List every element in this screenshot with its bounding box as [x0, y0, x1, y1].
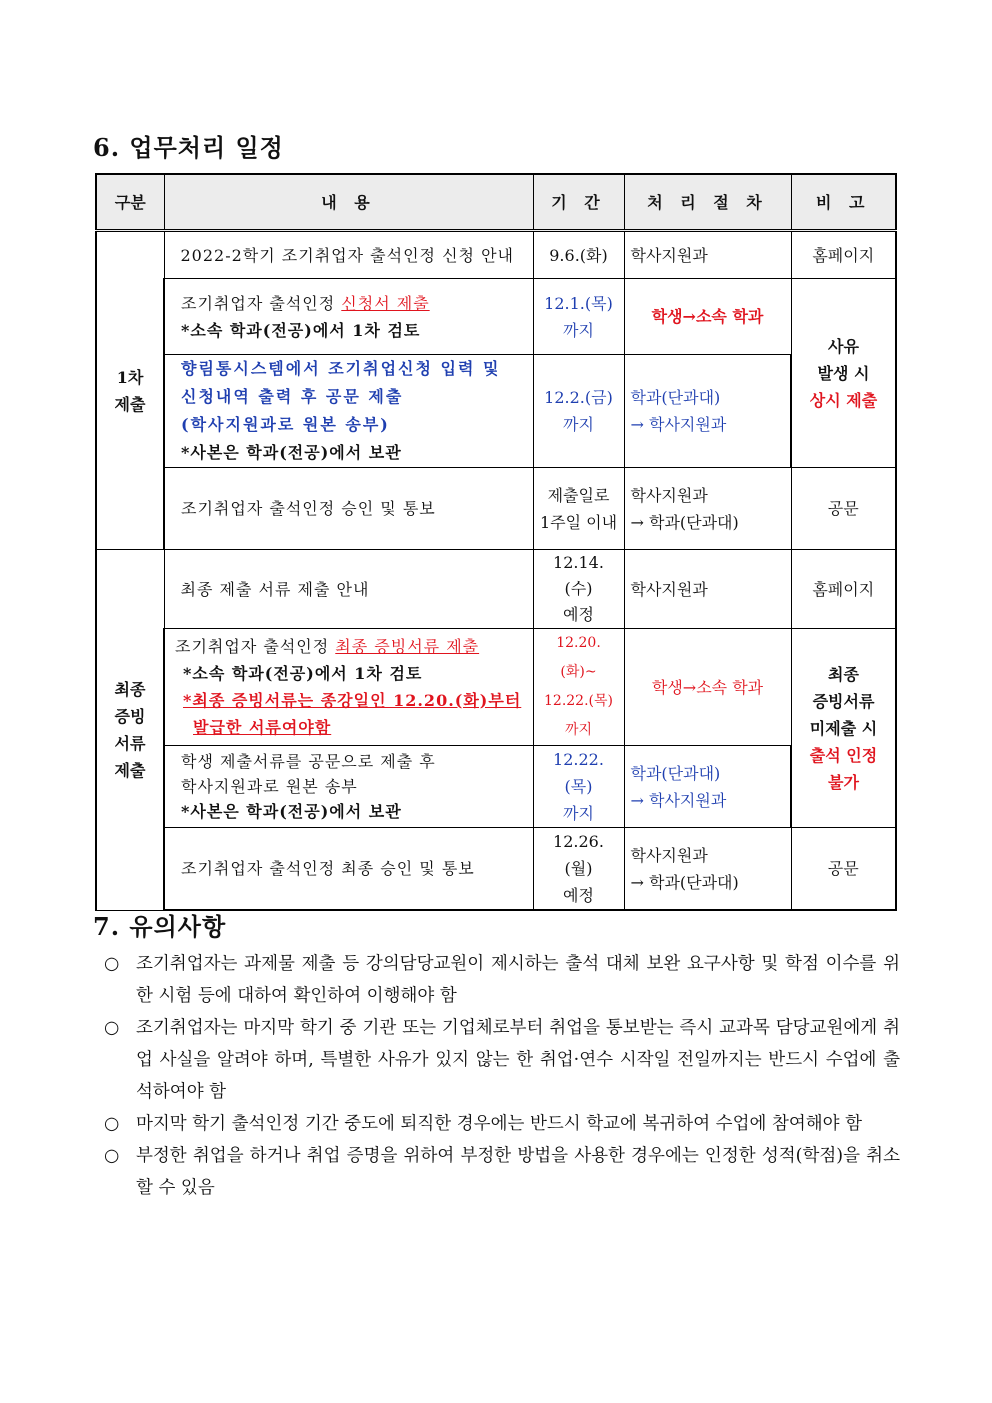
note-text: 부정한 취업을 하거나 취업 증명을 위하여 부정한 방법을 사용한 경우에는 인정한 성적(학점)을 취소할 수 있음	[136, 1146, 900, 1198]
process-cell	[624, 828, 791, 911]
remark-line: 최종	[828, 664, 859, 684]
schedule-table	[95, 173, 897, 911]
process-line: 학과(단과대)	[630, 388, 721, 407]
table-row	[96, 355, 896, 468]
content-cell: 조기취업자 출석인정 최종 승인 및 통보	[164, 828, 533, 911]
process-line: → 학과(단과대)	[630, 872, 739, 892]
process-cell	[624, 468, 791, 550]
period-cell	[533, 355, 624, 468]
period-date: 12.1.(목)	[544, 293, 613, 313]
remark-line: 증빙서류	[812, 691, 875, 711]
remark-cell: 공문	[791, 468, 896, 550]
content-highlight: 최종 증빙서류 제출	[335, 637, 480, 656]
period-cell	[533, 828, 624, 911]
period-until: 까지	[563, 804, 594, 823]
process-line: 학사지원과	[630, 485, 708, 505]
period-line: 제출일로	[547, 485, 610, 505]
note-text: 마지막 학기 출석인정 기간 중도에 퇴직한 경우에는 반드시 학교에 복귀하여 수업에 참여해야 함	[136, 1114, 863, 1134]
circle-bullet-icon: ○	[104, 1114, 120, 1134]
remark-line: 미제출 시	[809, 718, 878, 738]
header-process: 처 리 절 차	[624, 174, 791, 231]
remark-line: 사유	[828, 336, 859, 356]
header-category: 구분	[96, 174, 164, 231]
table-row	[96, 279, 896, 355]
content-text: 향림통시스템에서 조기취업신청 입력 및	[181, 359, 501, 378]
period-line: 예정	[563, 605, 594, 624]
remark-cell	[791, 279, 896, 468]
period-cell	[533, 746, 624, 828]
period-line: 12.14.(수)	[553, 553, 604, 598]
content-note: *사본은 학과(전공)에서 보관	[181, 443, 402, 462]
period-cell	[533, 468, 624, 550]
remark-cell: 홈페이지	[791, 550, 896, 629]
notes-list	[104, 948, 900, 1204]
circle-bullet-icon: ○	[104, 954, 120, 974]
table-row	[96, 629, 896, 746]
group-final-documents: 최종 증빙 서류 제출	[96, 550, 164, 911]
table-header-row	[96, 174, 896, 231]
process-cell	[624, 355, 791, 468]
period-until: 까지	[563, 320, 594, 340]
list-item	[104, 1012, 900, 1108]
content-warning: 발급한 서류여야함	[193, 718, 332, 737]
header-period: 기 간	[533, 174, 624, 231]
content-highlight: 신청서 제출	[341, 293, 430, 313]
period-line: 예정	[563, 886, 594, 905]
period-line: 12.22.(목)	[544, 693, 613, 709]
content-cell	[164, 746, 533, 828]
remark-line: 출석 인정	[809, 745, 878, 765]
circle-bullet-icon: ○	[104, 1018, 120, 1038]
remark-line: 상시 제출	[809, 390, 878, 410]
process-line: → 학과(단과대)	[630, 512, 739, 532]
period-cell	[533, 550, 624, 629]
process-cell: 학생→소속 학과	[624, 279, 791, 355]
content-cell: 조기취업자 출석인정 승인 및 통보	[164, 468, 533, 550]
content-note: *소속 학과(전공)에서 1차 검토	[183, 664, 423, 683]
content-cell	[164, 279, 533, 355]
content-text: 학사지원과로 원본 송부	[181, 777, 358, 796]
process-cell	[624, 746, 791, 828]
period-line: 까지	[564, 722, 593, 738]
period-cell	[533, 629, 624, 746]
content-text: 학생 제출서류를 공문으로 제출 후	[181, 752, 436, 771]
process-line: → 학사지원과	[630, 790, 727, 810]
table-row	[96, 746, 896, 828]
period-until: 까지	[563, 415, 594, 434]
note-text: 조기취업자는 과제물 제출 등 강의담당교원이 제시하는 출석 대체 보완 요구사항 및 학점 이수를 위한 시험 등에 대하여 확인하여 이행해야 함	[136, 954, 900, 1006]
content-text: 신청내역 출력 후 공문 제출	[181, 387, 404, 406]
period-line: 1주일 이내	[539, 512, 618, 532]
header-remark: 비 고	[791, 174, 896, 231]
content-text: 조기취업자 출석인정	[175, 637, 336, 656]
period-line: 12.20.(화)~	[556, 635, 601, 680]
content-cell: 2022-2학기 조기취업자 출석인정 신청 안내	[164, 231, 533, 279]
period-cell	[533, 279, 624, 355]
remark-cell	[791, 629, 896, 828]
period-line: 12.26.(월)	[553, 832, 604, 878]
process-cell: 학생→소속 학과	[624, 629, 791, 746]
list-item	[104, 1108, 900, 1140]
table-row	[96, 468, 896, 550]
table-row	[96, 550, 896, 629]
circle-bullet-icon: ○	[104, 1146, 120, 1166]
process-cell: 학사지원과	[624, 550, 791, 629]
process-line: 학사지원과	[630, 845, 708, 865]
remark-cell: 공문	[791, 828, 896, 911]
period-date: 12.2.(금)	[544, 388, 613, 407]
note-text: 조기취업자는 마지막 학기 중 기관 또는 기업체로부터 취업을 통보받는 즉시 교과목 담당교원에게 취업 사실을 알려야 하며, 특별한 사유가 있지 않는 한 취업·연수 시작일 전일까지는 반드시 수업에 출석하여야 함	[136, 1018, 900, 1102]
remark-cell: 홈페이지	[791, 231, 896, 279]
process-line: → 학사지원과	[630, 415, 727, 434]
content-warning: *최종 증빙서류는 종강일인 12.20.(화)부터	[183, 691, 522, 710]
content-cell: 최종 제출 서류 제출 안내	[164, 550, 533, 629]
content-cell	[164, 629, 533, 746]
table-row	[96, 828, 896, 911]
content-note: *사본은 학과(전공)에서 보관	[181, 802, 402, 821]
group-first-submission: 1차 제출	[96, 231, 164, 550]
process-cell: 학사지원과	[624, 231, 791, 279]
content-text: 조기취업자 출석인정	[181, 293, 342, 313]
section-7-title: 7. 유의사항	[93, 912, 227, 941]
period-cell: 9.6.(화)	[533, 231, 624, 279]
table-row	[96, 231, 896, 279]
list-item	[104, 948, 900, 1012]
remark-line: 불가	[828, 772, 859, 792]
period-date: 12.22.(목)	[553, 750, 604, 796]
header-content: 내 용	[164, 174, 533, 231]
section-6-title: 6. 업무처리 일정	[93, 133, 284, 162]
process-line: 학과(단과대)	[630, 763, 721, 783]
list-item	[104, 1140, 900, 1204]
content-text: (학사지원과로 원본 송부)	[181, 415, 390, 434]
remark-line: 발생 시	[817, 363, 870, 383]
content-cell	[164, 355, 533, 468]
content-note: *소속 학과(전공)에서 1차 검토	[181, 320, 421, 340]
